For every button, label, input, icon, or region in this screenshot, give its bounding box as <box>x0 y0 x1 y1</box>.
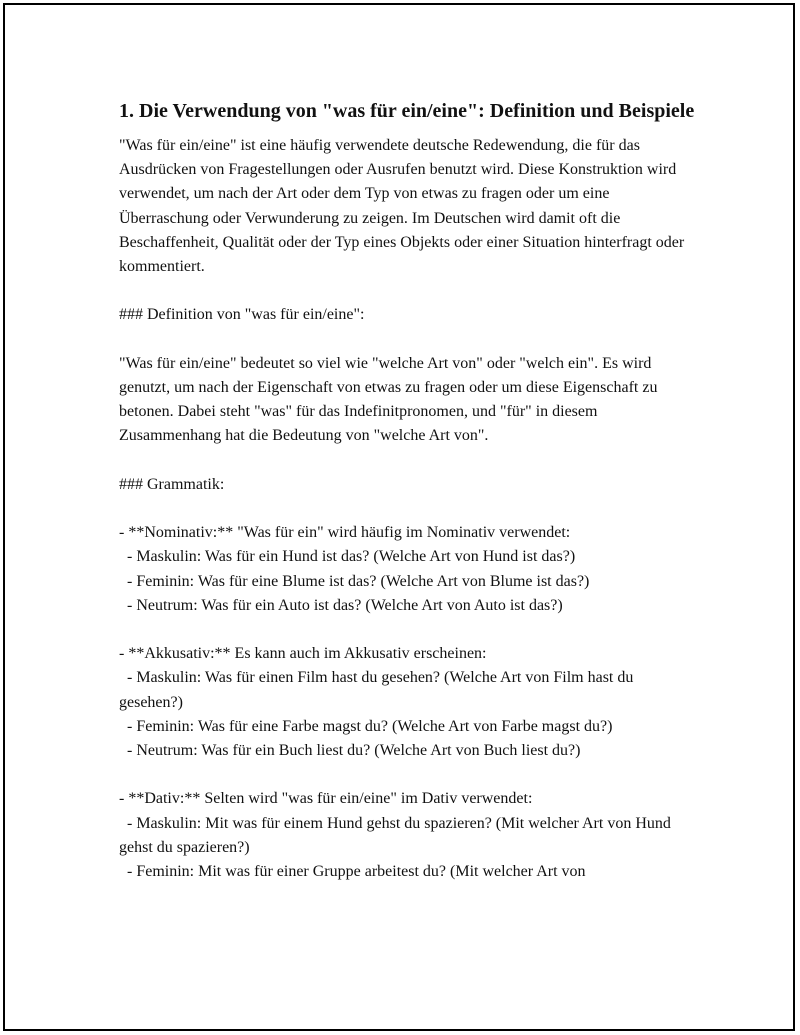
intro-paragraph: "Was für ein/eine" ist eine häufig verwendete deutsche Redewendung, die für das Ausdrücken von Fragestellungen oder Ausrufen benutzt wird. Diese Konstruktion wird verwendet, um nach der Art oder dem Typ von etwas zu fragen oder um eine Überraschung oder Verwunderung zu zeigen. Im Deutschen wird damit oft die Beschaffenheit, Qualität oder der Typ eines Objekts oder einer Situation hinterfragt oder kommentiert. <box>119 137 685 276</box>
definition-heading: ### Definition von "was für ein/eine": <box>119 306 365 324</box>
spacer <box>119 618 699 642</box>
akkusativ-item: - Maskulin: Was für einen Film hast du gesehen? (Welche Art von Film hast du gesehen?) <box>119 669 638 711</box>
nominativ-item: - Maskulin: Was für ein Hund ist das? (Welche Art von Hund ist das?) <box>119 548 576 566</box>
dativ-title: - **Dativ:** Selten wird "was für ein/eine" im Dativ verwendet: <box>119 790 533 808</box>
nominativ-title: - **Nominativ:** "Was für ein" wird häufig im Nominativ verwendet: <box>119 524 571 542</box>
nominativ-item: - Neutrum: Was für ein Auto ist das? (Welche Art von Auto ist das?) <box>119 596 563 614</box>
spacer <box>119 279 699 303</box>
akkusativ-title: - **Akkusativ:** Es kann auch im Akkusativ erscheinen: <box>119 645 487 663</box>
definition-paragraph: "Was für ein/eine" bedeutet so viel wie "welche Art von" oder "welch ein". Es wird genutzt, um nach der Eigenschaft von etwas zu fragen oder um diese Eigenschaft zu betonen. Dabei steht "was" für das Indefinitpronomen, und "für" in diesem Zusammenhang hat die Bedeutung von "welche Art von". <box>119 354 658 445</box>
akkusativ-item: - Feminin: Was für eine Farbe magst du? (Welche Art von Farbe magst du?) <box>119 717 613 735</box>
akkusativ-item: - Neutrum: Was für ein Buch liest du? (Welche Art von Buch liest du?) <box>119 742 581 759</box>
spacer <box>119 497 699 521</box>
spacer <box>119 763 699 787</box>
spacer <box>119 449 699 473</box>
dativ-item: - Maskulin: Mit was für einem Hund gehst du spazieren? (Mit welcher Art von Hund gehst du spazieren?) <box>119 814 675 856</box>
document-content <box>119 97 699 884</box>
nominativ-item: - Feminin: Was für eine Blume ist das? (Welche Art von Blume ist das?) <box>119 572 590 590</box>
dativ-item: - Feminin: Mit was für einer Gruppe arbeitest du? (Mit welcher Art von <box>119 863 586 880</box>
document-page <box>3 3 795 1031</box>
grammar-heading: ### Grammatik: <box>119 475 225 493</box>
spacer <box>119 328 699 352</box>
section-heading: 1. Die Verwendung von "was für ein/eine": Definition und Beispiele <box>119 100 695 122</box>
